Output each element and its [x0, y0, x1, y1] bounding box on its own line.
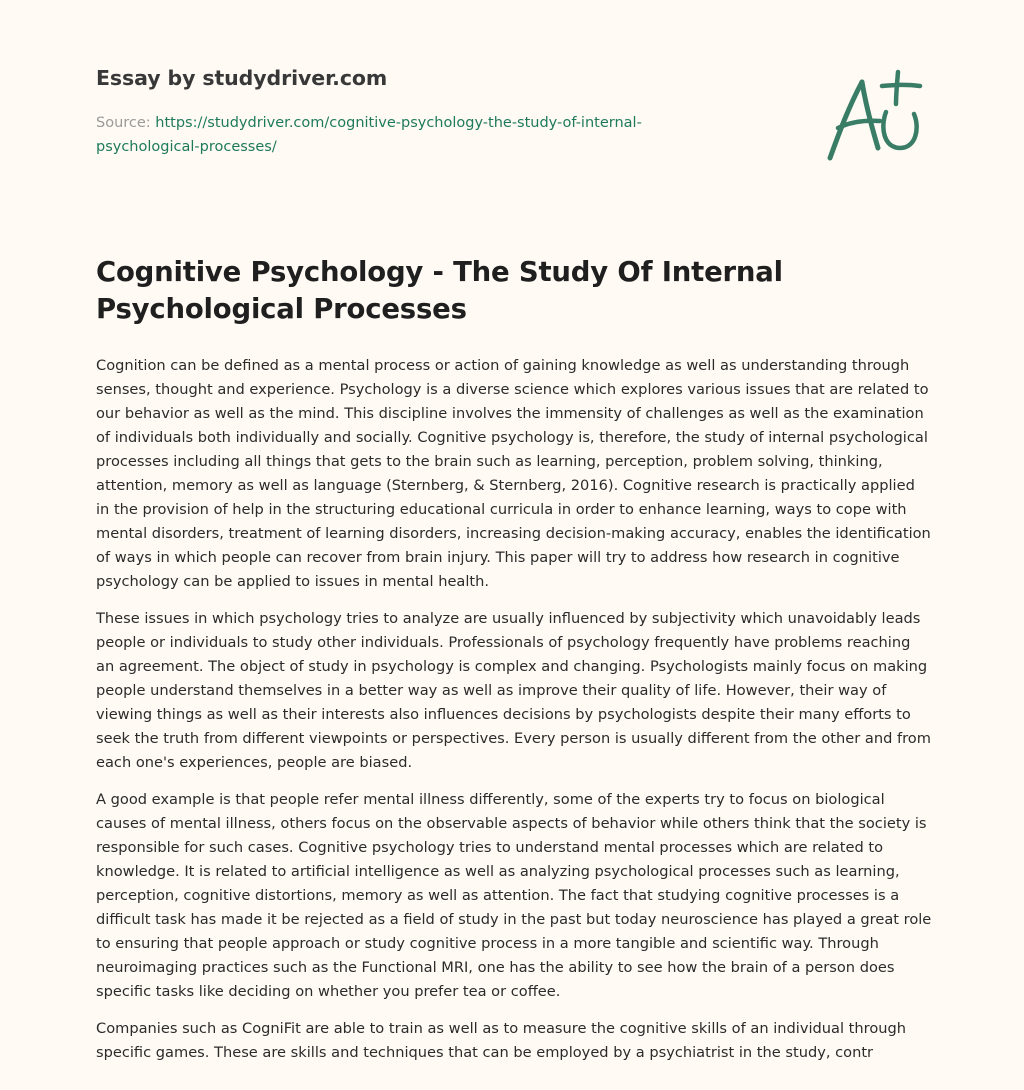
a-plus-grade-logo-icon — [820, 66, 930, 166]
paragraph-2: These issues in which psychology tries to analyze are usually influenced by subjectivity which unavoidably leads people or individuals to study other individuals. Professionals of psychology frequently have problems reaching an agreement. The object of study in psychology is complex and changing. Psychologists mainly focus on making people understand themselves in a better way as well as improve their quality of life. However, their way of viewing things as well as their interests also influences decisions by psychologists despite their many efforts to seek the truth from different viewpoints or perspectives. Every person is usually different from the other and from each one's experiences, people are biased. — [96, 610, 931, 771]
source-link[interactable] — [96, 115, 642, 155]
source-link-line1: https://studydriver.com/cognitive-psychology-the-study-of-internal- — [155, 115, 642, 131]
paragraph-4: Companies such as CogniFit are able to train as well as to measure the cognitive skills of an individual through specific games. These are skills and techniques that can be employed by a psychiatrist in the study, contr — [96, 1020, 907, 1061]
source-link-line2: psychological-processes/ — [96, 139, 277, 155]
essay-header — [96, 64, 716, 159]
source-label: Source: — [96, 115, 156, 131]
essay-title: Cognitive Psychology - The Study Of Internal Psychological Processes — [96, 256, 783, 325]
paragraph-3: A good example is that people refer mental illness differently, some of the experts try to focus on biological causes of mental illness, others focus on the observable aspects of behavior while others think that the society is responsible for such cases. Cognitive psychology tries to understand mental processes which are related to knowledge. It is related to artificial intelligence as well as analyzing psychological processes such as learning, perception, cognitive distortions, memory as well as attention. The fact that studying cognitive processes is a difficult task has made it be rejected as a field of study in the past but today neuroscience has played a great role to ensuring that people approach or study cognitive process in a more tangible and scientific way. Through neuroimaging practices such as the Functional MRI, one has the ability to see how the brain of a person does specific tasks like deciding on whether you prefer tea or coffee. — [96, 791, 932, 1000]
source-line — [96, 111, 716, 159]
paragraph-1: Cognition can be defined as a mental process or action of gaining knowledge as well as understanding through senses, thought and experience. Psychology is a diverse science which explores various issues that are related to our behavior as well as the mind. This discipline involves the immensity of challenges as well as the examination of individuals both individually and socially. Cognitive psychology is, therefore, the study of internal psychological processes including all things that gets to the brain such as learning, perception, problem solving, thinking, attention, memory as well as language (Sternberg, & Sternberg, 2016). Cognitive research is practically applied in the provision of help in the structuring educational curricula in order to enhance learning, ways to cope with mental disorders, treatment of learning disorders, increasing decision-making accuracy, enables the identification of ways in which people can recover from brain injury. This paper will try to address how research in cognitive psychology can be applied to issues in mental health. — [96, 357, 931, 590]
site-brand: Essay by studydriver.com — [96, 66, 388, 90]
essay-body — [96, 354, 932, 1078]
